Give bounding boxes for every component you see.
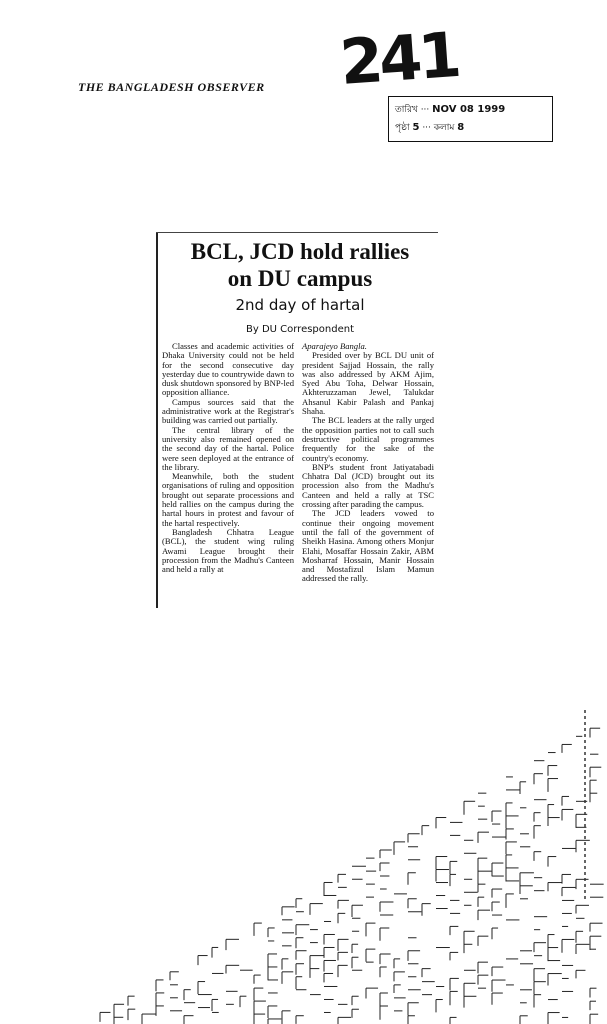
headline-line-2: on DU campus — [227, 266, 373, 291]
article-paragraph: Meanwhile, both the student organisations of ruling and opposition brought out separate processions and held rallies on the campus during the hartal hours in protest and favour of the hartal respectively. — [162, 471, 294, 528]
article-paragraph: Bangladesh Chhatra League (BCL), the student wing ruling Awami League brought their procession from the Madhu's Canteen and held a rally at — [162, 526, 294, 575]
handwritten-archive-number: 241 — [337, 17, 460, 100]
stamp-page-value: 5 — [412, 122, 420, 133]
stamp-date-value: NOV 08 1999 — [432, 104, 506, 115]
article-subhead: 2nd day of hartal — [235, 296, 365, 314]
article-paragraph: BNP's student front Jatiyatabadi Chhatra Dal (JCD) brought out its procession also from the Madhu's Canteen and held a rally at TSC crossing after parading the campus. — [302, 461, 434, 510]
newspaper-masthead: THE BANGLADESH OBSERVER — [78, 80, 265, 94]
stamp-page-row: পৃষ্ঠা 5 ··· কলাম 8 — [395, 122, 465, 133]
article-byline: By DU Correspondent — [245, 324, 354, 335]
headline-line-1: BCL, JCD hold rallies — [190, 239, 410, 264]
article-paragraph: The BCL leaders at the rally urged the opposition parties not to call such destructive political programmes frequently for the sake of the country's economy. — [302, 415, 434, 463]
scan-grid-artifact — [40, 700, 607, 1024]
stamp-date-label: তারিখ — [395, 105, 418, 115]
archive-date-stamp — [388, 96, 553, 142]
article-paragraph: The central library of the university also remained opened on the second day of the hartal. Police were seen deployed at the entrance of the library. — [162, 424, 294, 472]
article-headline — [162, 238, 438, 292]
article-paragraph: Presided over by BCL DU unit of president Sajjad Hossain, the rally was also addressed by AKM Ajim, Syed Abu Toha, Delwar Hossain, Akhteruzzaman Jewel, Talukdar Ahsanul Kabir Palash and Pankaj Shaha. — [302, 350, 434, 417]
stamp-column-label: কলাম — [433, 123, 455, 133]
clipping-edge-top — [156, 232, 438, 233]
stamp-page-label: পৃষ্ঠা — [395, 123, 410, 133]
article-column-right — [302, 342, 434, 584]
article-paragraph: The JCD leaders vowed to continue their ongoing movement until the fall of the government of Sheikh Hasina. Among others Monjur Elahi, Mosaffar Hossain Zakir, ABM Mosharraf Hossain, Manir Hossain and Mostafizul Islam Mamun addressed the rally. — [302, 508, 434, 584]
stamp-date-row: তারিখ ··· NOV 08 1999 — [395, 104, 506, 115]
article-lead-continuation: Aparajeyo Bangla. — [302, 341, 367, 351]
article-column-left — [162, 342, 294, 574]
stamp-column-value: 8 — [457, 122, 465, 133]
article-paragraph: Campus sources said that the administrative work at the Registrar's building was carried out partially. — [162, 396, 294, 426]
newspaper-clipping — [156, 232, 438, 608]
article-paragraph: Classes and academic activities of Dhaka University could not be held for the second consecutive day yesterday due to countrywide dawn to dusk shutdown sponsored by BNP-led opposition alliance. — [162, 341, 294, 398]
clipping-edge-left — [156, 232, 158, 608]
